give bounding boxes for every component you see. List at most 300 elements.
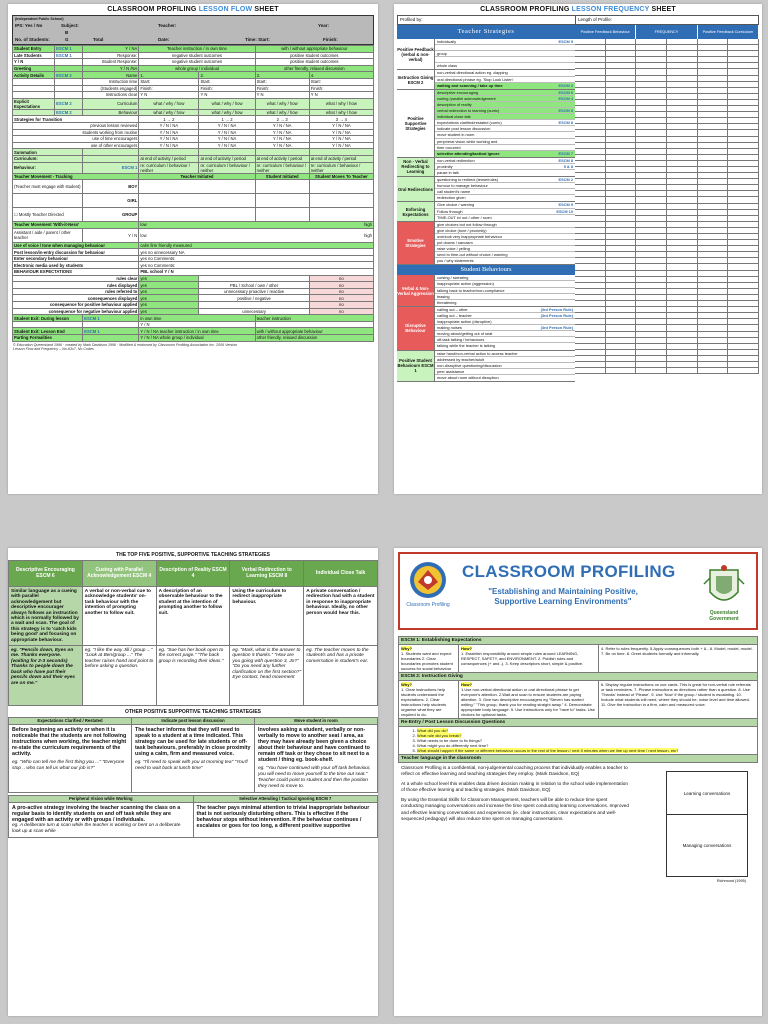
yn-choice[interactable]: Y / N / NA [309,136,373,143]
detail-cell [199,302,309,309]
reentry-question: 2. What rule did you break? [417,733,755,738]
no-cell[interactable]: no [309,288,373,295]
row-label: Y / N [13,59,55,66]
other-strategies-title: OTHER POSITIVE SUPPORTIVE TEACHING STRATEGIES [124,709,262,716]
profile-meta [397,15,759,25]
flow-row [13,59,374,66]
strategy-item[interactable]: cueing /parallel acknowledgement ESCM 4 [437,95,573,101]
strategy-description: A description of an observable behaviour to the student at the intention of prompting another to follow suit. [156,587,230,646]
strategy-group [397,39,575,70]
time-slot[interactable]: Start: [139,78,199,85]
activity-slot[interactable]: 4. [309,72,373,79]
option-b[interactable]: other friendly, relaxed discussion [255,65,373,72]
summation-cell[interactable]: re: curriculum / behaviour / neither [309,162,373,173]
escm-ref [83,155,139,162]
strategy-group [397,351,575,382]
what-why-how[interactable]: what / why / how [309,109,373,116]
strategy-item[interactable]: raise hand/non-verbal action to access teacher [435,351,575,357]
row-label: Activity Details [13,72,55,79]
row-label: Curriculum: [13,155,83,162]
strategy-item[interactable]: threatening [437,299,457,305]
activity-slot[interactable]: 1. [139,72,199,79]
instruction-label: Instructions clear [83,92,139,99]
activity-slot[interactable]: 2. [199,72,255,79]
name-label: Name [83,72,139,79]
strategy-item[interactable]: individual close talk [435,114,575,120]
strategy-item[interactable]: descriptive encouraging ESCM 6 [437,89,573,95]
strategy-heading: Descriptive Encouraging ESCM 6 [9,561,83,587]
yn-choice[interactable]: Y / N /NA [83,65,139,72]
yn-choice[interactable]: Y / N / NA [199,122,255,129]
instruction-row [13,85,374,92]
top-five-table [8,560,378,706]
summation-cell[interactable] [139,149,199,156]
strategy-item[interactable]: waiting and scanning / take up time ESCM 3 [437,82,573,88]
activity-row [13,72,374,79]
length-field[interactable]: Length of Profile: [578,17,613,22]
strategy-item[interactable]: overlook very inappropriate behaviour [435,234,575,240]
option-a[interactable]: whole group / individual [139,65,255,72]
summation-cell[interactable]: at end of activity / period [139,155,199,162]
other-strategy-body: Involves asking a student, verbally or non-verbally to move to another seat / area, as they may have already been given a choice about their behaviour and have continued to remain off task or they chose to sit next to a student / thing eg. book-shelf. eg. "You have continued with your off task behaviour, you will need to move yourself to the time out seat." Teacher could point to student and then the position they need to move to. [255,725,378,793]
option-choices[interactable]: calm firm friendly measured [139,242,374,249]
row-label: Greeting [13,65,55,72]
profiled-by-field[interactable]: Profiled by: [398,16,576,24]
student-behaviour-groups [397,275,575,382]
group-category: Verbal & Non-Verbal Aggression [397,275,435,305]
activity-slot[interactable]: 3. [255,72,309,79]
row-label: Enter secondary behaviour [13,255,139,262]
more-strategies-table [8,795,378,838]
strategy-item[interactable]: description of reality [435,102,575,108]
yn-choice[interactable]: Y / N / NA [309,129,373,136]
classroom-profiling-logo [406,560,450,614]
tally-cell[interactable] [606,368,637,374]
time-start-field[interactable]: Time: Start: [245,37,270,42]
summation-row [13,149,374,156]
main-title: CLASSROOM PROFILING [462,562,676,581]
group-category: Enforcing Expectations [397,202,435,220]
reentry-question: 4. What might you do differently next time? [417,743,755,748]
transition-number: 2 → 3 [255,116,309,123]
time-slot[interactable]: Y N [139,92,199,99]
column-head: Student Initiated [255,173,309,180]
row-label: Student Entry [13,46,55,53]
movement-row [13,208,374,222]
strategy-item[interactable]: proximity 5 & 8 [437,163,573,169]
what-why-how[interactable]: what / why / how [255,98,309,109]
expectation-row [13,109,374,116]
option-choices[interactable]: yes no Comments: [139,255,374,262]
strategy-group [397,307,575,351]
sheet-title: CLASSROOM PROFILING LESSON FREQUENCY SHEET [480,6,676,13]
option-a[interactable]: Teacher instruction / in own time [139,46,255,53]
strategy-group [397,158,575,177]
no-students-field[interactable]: No. of Students: [15,37,50,42]
lesson-flow-sheet [8,4,378,494]
group-label: GIRL [83,194,139,208]
tally-cell[interactable] [698,368,729,374]
no-cell[interactable]: no [309,308,373,315]
escm-ref [55,59,83,66]
option-b[interactable]: with / without appropriate behaviour [255,328,373,335]
strategy-item[interactable]: time occurred [435,145,575,151]
group-items [435,90,575,157]
row-label: Strategies for Transition [13,116,139,123]
assistant-row [13,228,374,242]
citation: Richmond (1995) [716,879,746,883]
footer-note: © Education Queensland 1996 · created by Mark Davidson 1996 · Modified & endorsed by Classroom Profiling Association Inc. 2006 Version Lesson Flow and Frequency – No A3x7, No Codes [13,342,238,351]
reentry-question: 5. What should happen if the same or different behaviour occurs in the rest of the lesson / next 5 minutes when we line up next time / next lesson, etc? [417,748,755,753]
strategy-group [397,275,575,306]
transition-row [13,129,374,136]
summation-cell[interactable]: at end of activity / period [199,155,255,162]
intro-paragraph: Classroom Profiling is a confidential, non-judgemental coaching process that individually enables a teacher to reflect on effective learning and teaching strategies they employ. (Mark Davidson, EQ) [401,765,628,777]
strategy-item[interactable]: non-verbal directional action eg. clapping [435,70,575,76]
strategy-item[interactable]: indicate post lesson discussion [435,126,575,132]
movement-row [13,194,374,208]
what-why-how[interactable]: what / why / how [199,98,255,109]
yn-choice[interactable]: Y / N / NA [199,129,255,136]
yn-choice[interactable]: Y / N / NA [255,122,309,129]
movement-note [13,194,83,208]
summation-cell[interactable]: at end of activity / period [309,155,373,162]
option-b[interactable]: teacher instruction [255,315,373,322]
strategy-item[interactable]: Give choice / warning ESCM 9 [437,202,573,208]
strategy-description: A verbal or non-verbal cue to acknowledge students' on-task behaviour with the intention of prompting another to follow suit. [82,587,156,646]
yn-choice[interactable]: Student Response: [83,59,139,66]
strategy-example: eg. "I like the way Jill / group ..." "Look at Ben/group ..." The teacher raises hand and point to before asking a question. [82,646,156,706]
be-row [13,302,374,309]
assistant-scale[interactable]: low high [139,228,374,242]
strategy-item[interactable]: calling out – teacher (3rd Person Rule) [437,312,573,318]
transition-label: use of time encouragers [13,136,139,143]
strategy-item[interactable]: talking back to teacher/non-compliance [435,288,575,294]
strategy-item[interactable]: inappropriate action (disruptive) [435,319,575,325]
escm-ref: ESCM 2 [55,72,83,79]
teacher-language-section [398,763,758,913]
what-why-how[interactable]: what / why / how [139,109,199,116]
escm-ref [83,335,139,342]
strategy-item[interactable]: redirection given [437,195,466,201]
yn-choice[interactable]: Y / N / NA [255,136,309,143]
option-b[interactable]: other friendly, relaxed discussion [255,335,373,342]
strategy-item[interactable]: TIME-OUT in/ out / other / room [437,214,492,220]
yn-choice[interactable]: Y / N / NA [139,129,199,136]
more-strategy-heading: Peripheral Vision while Working [9,796,194,803]
group-items [435,177,575,201]
learning-conversations-box: Learning conversations [666,771,748,815]
time-slot[interactable]: Y N [255,92,309,99]
frequency-body [397,25,759,382]
time-slot[interactable]: Finish: [309,85,373,92]
no-cell[interactable]: no [309,295,373,302]
group-category: Non - Verbal Redirecting to Learning [397,158,435,176]
yn-choice[interactable]: Y / NA [83,46,139,53]
strategy-item[interactable]: non-disruptive questioning/discussion [435,363,575,369]
what-why-how[interactable]: what / why / how [309,98,373,109]
reentry-question: 1. What did you do? [417,728,755,733]
option-a[interactable]: Y / N / NA teacher instruction / in own time [139,328,255,335]
be-row [13,288,374,295]
year-field[interactable]: Year: [318,23,330,28]
pbl-choice[interactable]: PBL school Y / N [139,269,374,276]
strategy-example: eg. "Sue has her book open to the correct page." "The back group is recording their ideas." [156,646,230,706]
option-choices[interactable]: yes no Comments: [139,262,374,269]
detail-cell: unnecessary proactive / reactive [199,288,309,295]
strategy-heading: Verbal Redirection to Learning ESCM 8 [230,561,304,587]
option-b[interactable]: positive student outcomes [255,59,373,66]
lesson-flow-table [12,45,374,342]
yn-choice[interactable]: Y / N / NA [199,136,255,143]
option-choices[interactable]: yes no unnecessary NA [139,249,374,256]
option-a[interactable]: Y / N [139,321,255,328]
transition-row [13,136,374,143]
detail-cell: unnecessary [199,308,309,315]
tally-cell[interactable] [575,368,606,374]
row-label: Explicit Expectations [13,98,55,109]
time-slot[interactable]: Finish: [139,85,199,92]
row-label: Use of voice / tone when managing behaviour [13,242,139,249]
strategy-item[interactable]: move about room without disruption [437,374,499,380]
strategy-group [397,90,575,158]
tally-cell[interactable] [636,368,667,374]
teacher-strategy-groups [397,39,575,265]
no-cell[interactable]: no [309,275,373,282]
option-a[interactable]: negative student outcomes [139,52,255,59]
be-label: rules displayed [13,282,139,289]
essential-skills-paragraph: By using the Essential Skills for Classroom Management, teachers will be able to reduce time spent conducting managing conversations and increase the time spent conducting learning conversations. Improved and effective learning conversations and experiences (ie. clear instructions, clear expectations and well-sequenced pedagogy) will also reduce time spent on managing conversations. [401,797,630,821]
strategy-item[interactable]: peer assistance [435,369,575,375]
group-items [435,158,575,176]
transition-label: use of other encouragers [13,142,139,149]
escm-ref: ESCM 2 [55,109,83,116]
what-why-how[interactable]: what / why / how [255,109,309,116]
option-a[interactable]: Y / N / NA whole group / individual [139,335,255,342]
detail-cell: PBL / School / own / other [199,282,309,289]
be-label: rules referred to [13,288,139,295]
yes-cell[interactable]: yes [139,308,199,315]
whole-school-paragraph: At a whole school level this enables data driven decision making in relation to the school wide implementation of those effective learning and teaching strategies. (Mark Davidson, EQ) [401,781,628,793]
time-slot[interactable]: Y N [199,92,255,99]
group-label: BOY [83,180,139,194]
time-slot[interactable]: Y N [309,92,373,99]
yes-cell[interactable]: yes [139,295,199,302]
transition-header [13,116,374,123]
row-label: Teacher Movement 'With-it-Ness' [13,222,139,229]
summation-cell[interactable]: at end of activity / period [255,155,309,162]
strategy-item[interactable]: peripheral vision while working and [435,139,575,145]
strategy-item[interactable]: talking while the teacher is talking [437,343,495,349]
strategy-item[interactable]: humour to manage behaviour [435,183,575,189]
yn-choice[interactable]: Y / N / NA [309,142,373,149]
yes-cell[interactable]: yes [139,282,199,289]
group-items [435,351,575,381]
strategy-item[interactable]: verbal redirection to learning (curric) ESCM 8 [437,108,573,114]
strategy-heading: Cueing with Parallel Acknowledgement ESCM 4 [82,561,156,587]
withitness-scale[interactable]: low high [140,222,372,228]
row-label: BEHAVIOUR EXPECTATIONS [13,269,139,276]
tally-cell[interactable] [728,368,759,374]
date-field[interactable]: Date: [158,37,170,42]
instruction-label: Instruction time [83,78,139,85]
strategy-example: eg. The teacher moves to the student/s and has a private conversation in student's ear. [304,646,378,706]
group-category: Disruptive Behaviour [397,307,435,350]
tally-cell[interactable] [667,368,698,374]
yn-choice[interactable]: Y / N / NA [139,136,199,143]
strategy-item[interactable]: raise voice / yelling [435,246,575,252]
frequency-tally-cells[interactable] [575,39,759,374]
option-row [13,242,374,249]
be-row [13,275,374,282]
strategy-description: Using the curriculum to redirect inappropriate behaviour. [230,587,304,646]
teacher-field[interactable]: Teacher: [158,23,177,28]
strategy-item[interactable]: inappropriate action (aggression) [435,281,575,287]
strategy-item[interactable]: move student in room [435,132,575,138]
strategy-heading: Description of Reality ESCM 4 [156,561,230,587]
detail-cell: positive / negative [199,295,309,302]
sheet-title: CLASSROOM PROFILING LESSON FLOW SHEET [107,6,279,13]
yn-choice[interactable]: Y / N / NA [139,142,199,149]
strategy-item[interactable]: whole class [437,63,458,69]
other-strategy-heading: Indicate post lesson discussion [132,718,255,725]
yn-choice[interactable]: Y / N / NA [139,122,199,129]
time-slot[interactable]: Finish: [199,85,255,92]
flow-row [13,65,374,72]
strategy-item[interactable]: expectations clarified/restated (curric) ESCM 8 [437,120,573,126]
strategy-item[interactable]: addressed by teacher/adult [435,357,575,363]
reentry-question: 3. What needs to be done to fix things? [417,738,755,743]
what-why-how[interactable]: what / why / how [199,109,255,116]
other-strategy-heading: Expectations Clarified / Restated [9,718,132,725]
strategy-item[interactable]: you / why statements [437,258,474,264]
strategy-item[interactable]: moving about/getting out of seat [435,331,575,337]
strategy-item[interactable]: teasing [435,294,575,300]
no-cell[interactable]: no [309,302,373,309]
strategy-item[interactable]: making noises (3rd Person Rule) [437,325,573,331]
time-slot[interactable]: Start: [199,78,255,85]
time-slot[interactable]: Start: [309,78,373,85]
detail-cell [199,275,309,282]
strategy-item[interactable]: questioning to redirect (tense/rules) ESCM 2 [437,177,573,183]
option-a[interactable]: negative student outcomes [139,59,255,66]
profile-header: (Independent Public School) IPS: Yes / No Subject: Teacher: Year: B No. of Students: G Total Date: Time: Start: Finish: [12,15,374,45]
strategy-item[interactable]: Follow through ESCM 10 [437,208,573,214]
row-label: Electronic media used by students [13,262,139,269]
escm1-table: ESCM 1: Establishing Expectations Why? 1. Students want and expect boundaries 2. Clear boundaries promotes student success for social behaviour How? 1. Establish responsibility around simple rules around LEARNING, RESPECT, SAFETY, and ENVIRONMENT. 2. Publish rules and consequences (+ and -). 3. Keep descriptors short, simple & positive. 4. Refer to rules frequently. 5.Apply consequences both + & - 6. Model, model, model. 7. Be on time. 8. Greet students formally and informally. ESCM 2: Instruction Giving Why? 1. Clear instructions help students understand the expectations. 2. Clear instructions help students organise what they are required to do. How? 1.Use non-verbal directional action or oral directional phrase to get everyone's attention. 2.Wait and scan to ensure students are paying attention. 3. Give two descriptive encouragers eg "Steven has started writing." "This group, thank you for reading straight away." 4. Demonstrate appropriate body language. 5. Use instructions only for "have to" tasks. Use choices for optional tasks. 6. Display regular instructions on cue cards. This is great for non-verbal rule referrals or task reminders. 7. Phrase instructions as directions rather than a question. 8. Use 'Thanks' instead of 'Please'. 9. Use 'Now' if the group / student is escalating. 10. Include what students will need, where they should be, noise level and time allowed. 11. Give the instruction in a firm, calm and measured voice. Re-Entry / Post Lesson Discussion Questions 1. What did you do? 2. What rule did you break? 3. What needs to be done to fix things? 4. What might you do differently next time? 5. What should happen if the same or different behaviour occurs in the rest of the lesson / next 5 minutes when we line up next time / next lesson, etc? Teacher language in the classroom [398,636,758,763]
other-strategy-body: Before beginning an activity or when it is noticeable that the students are not following instructions when working, the teacher might re-state the curriculum requirements of the activity. eg. "Who can tell me the first thing you ..." "Everyone stop .. who can tell us what our job is?" [9,725,132,793]
time-slot[interactable]: Start: [255,78,309,85]
summation-cell[interactable] [309,149,373,156]
transition-label: students working from routine [13,129,139,136]
strategy-group [397,70,575,89]
strategy-item[interactable]: pause in talk [437,169,459,175]
yn-choice[interactable]: Y / N / NA [255,129,309,136]
yes-cell[interactable]: yes [139,288,199,295]
strategy-item[interactable]: oral directional phrase eg. 'Stop Look Listen' [435,77,575,83]
be-header [13,269,374,276]
group-category: Positive Feedback (verbal & non-verbal) [397,39,435,69]
expectation-type: Curriculum [83,98,139,109]
option-b[interactable]: positive student outcomes [255,52,373,59]
subtitle: "Establishing and Maintaining Positive, Supportive Learning Environments" [488,587,638,606]
row-label: Behaviour: [13,162,83,173]
summation-cell[interactable]: re: curriculum / behaviour / neither [139,162,199,173]
strategy-item[interactable]: cursing / swearing [435,275,575,281]
strategy-item[interactable]: individually ESCM 5 [437,39,573,44]
strategy-group [397,177,575,202]
strategy-item[interactable]: off-task talking / behaviours [435,337,575,343]
be-label: consequences displayed [13,295,139,302]
strategy-item[interactable]: selective attending/tactical ignore ESCM 7 [437,150,573,156]
government-label: Queensland Government [709,610,739,622]
strategy-item[interactable]: calling out – other (3rd Person Rule) [437,306,573,312]
more-strategy-body: The teacher pays minimal attention to trivial inappropriate behaviour that is not seriously disturbing others. This is effective if the behaviour stops without intervention. If the behaviour continues / escalates or goes for too long, a different positive supportive [193,803,378,838]
summation-cell[interactable] [199,149,255,156]
yn-choice[interactable]: Y / N / NA [309,122,373,129]
subject-field[interactable]: Subject: [61,23,79,28]
instruction-label: (Students engaged) [83,85,139,92]
transition-row [13,122,374,129]
yn-choice[interactable]: Y / N / NA [199,142,255,149]
strategy-item[interactable]: give choice (tone / proximity) [435,228,575,234]
option-b[interactable] [255,321,373,328]
group-items [435,70,575,88]
option-row [13,249,374,256]
option-a[interactable]: in own time [139,315,255,322]
transition-number: 1 → 2 [199,116,255,123]
yn-choice[interactable]: Y / N / NA [255,142,309,149]
row-label [13,321,83,328]
escm-ref: ESCM 2 [55,98,83,109]
time-slot[interactable]: Finish: [255,85,309,92]
escm-ref: ESCM 1 [55,46,83,53]
column-head: Student Moves To Teacher [309,173,373,180]
strategy-item[interactable]: non-verbal redirection ESCM 8 [437,157,573,163]
what-why-how[interactable]: what / why / how [139,98,199,109]
strategy-item[interactable]: give choices but not follow through [435,222,575,228]
transition-number: 1 → 2 [139,116,199,123]
transition-row [13,142,374,149]
teacher-strategies-header: Teacher Strategies [397,25,575,39]
yn-choice[interactable]: Response: [83,52,139,59]
summation-cell[interactable]: re: curriculum / behaviour / neither [255,162,309,173]
no-cell[interactable]: no [309,282,373,289]
summation-row [13,155,374,162]
yes-cell[interactable]: yes [139,275,199,282]
strategy-item[interactable]: put downs / sarcasm [435,240,575,246]
summation-cell[interactable] [255,149,309,156]
strategy-item[interactable]: group [435,51,575,57]
be-label: consequence for negative behaviour applied [13,308,139,315]
summation-cell[interactable]: re: curriculum / behaviour / neither [199,162,255,173]
group-items [435,222,575,265]
yes-cell[interactable]: yes [139,302,199,309]
movement-row [13,180,374,194]
escm-ref: ESCM 1 [55,52,83,59]
strategy-example: eg. "Mark, what is the answer to question 5 thanks." "How are you going with question 3, Jo?" "Do you need any further clarification on the first section?" Eye contact, head movement [230,646,304,706]
option-b[interactable]: with / without appropriate behaviour [255,46,373,53]
other-strategies-table [8,717,378,793]
escm-ref [55,65,83,72]
finish-field[interactable]: Finish: [323,37,338,42]
yn-choice[interactable]: Y / N [83,228,139,242]
group-category: Oral Redirections [397,177,435,201]
strategy-item[interactable]: send to time-out without choice / warning [435,252,575,258]
classroom-profiling-overview [394,548,762,1016]
summation-row [13,162,374,173]
strategy-item[interactable]: call student's name [435,189,575,195]
